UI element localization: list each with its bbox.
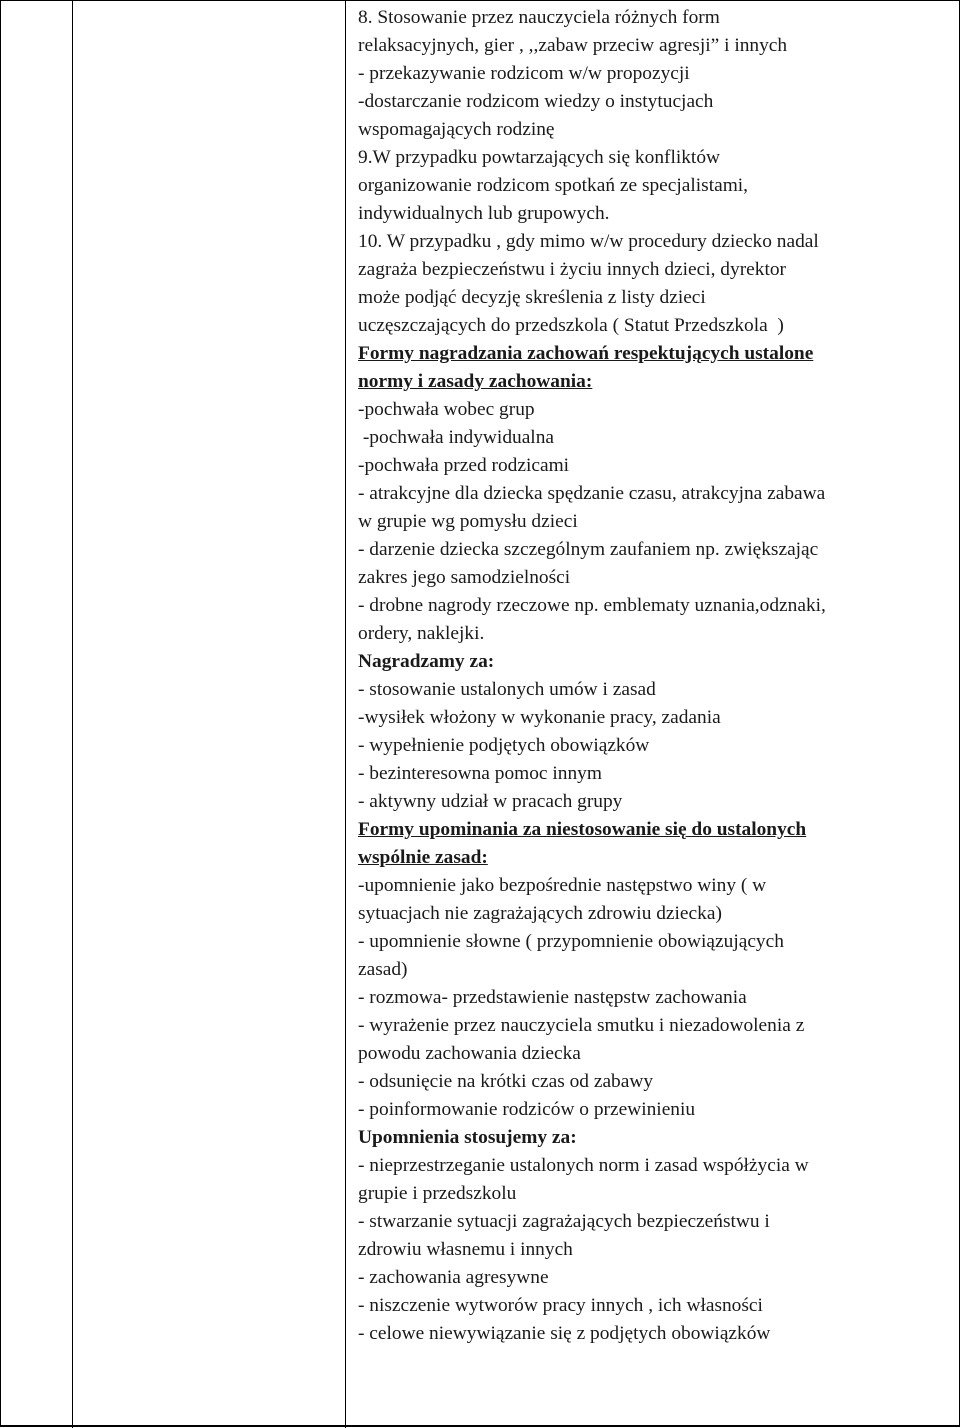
text-line: -upomnienie jako bezpośrednie następstwo winy ( w: [358, 875, 767, 896]
text-line: sytuacjach nie zagrażających zdrowiu dziecka): [358, 903, 722, 924]
table-cell-content: [358, 4, 954, 1348]
text-line: - wypełnienie podjętych obowiązków: [358, 735, 650, 756]
text-line: - darzenie dziecka szczególnym zaufaniem np. zwiększając: [358, 539, 819, 560]
text-line: relaksacyjnych, gier , ,,zabaw przeciw agresji” i innych: [358, 35, 788, 56]
text-line: powodu zachowania dziecka: [358, 1043, 581, 1064]
text-line: - atrakcyjne dla dziecka spędzanie czasu, atrakcyjna zabawa: [358, 483, 826, 504]
section-heading-line: wspólnie zasad:: [358, 847, 488, 868]
section-heading-line: Formy nagradzania zachowań respektujących ustalone: [358, 343, 814, 364]
text-line: - stwarzanie sytuacji zagrażających bezpieczeństwu i: [358, 1211, 770, 1232]
text-line: - zachowania agresywne: [358, 1267, 549, 1288]
column-divider-2: [345, 0, 346, 1428]
text-line: - wyrażenie przez nauczyciela smutku i niezadowolenia z: [358, 1015, 805, 1036]
text-line: organizowanie rodzicom spotkań ze specjalistami,: [358, 175, 749, 196]
text-line: 10. W przypadku , gdy mimo w/w procedury dziecko nadal: [358, 231, 819, 252]
text-line: - przekazywanie rodzicom w/w propozycji: [358, 63, 690, 84]
text-line: - poinformowanie rodziców o przewinieniu: [358, 1099, 696, 1120]
text-line: -wysiłek włożony w wykonanie pracy, zadania: [358, 707, 721, 728]
text-line: -pochwała wobec grup: [358, 399, 535, 420]
text-line: - rozmowa- przedstawienie następstw zachowania: [358, 987, 747, 1008]
text-line: indywidualnych lub grupowych.: [358, 203, 610, 224]
text-line: -pochwała przed rodzicami: [358, 455, 570, 476]
column-divider-1: [72, 0, 73, 1428]
text-line: grupie i przedszkolu: [358, 1183, 517, 1204]
text-line: w grupie wg pomysłu dzieci: [358, 511, 578, 532]
text-line: - celowe niewywiązanie się z podjętych obowiązków: [358, 1323, 771, 1344]
text-line: wspomagających rodzinę: [358, 119, 555, 140]
text-line: ordery, naklejki.: [358, 623, 485, 644]
text-line: - bezinteresowna pomoc innym: [358, 763, 602, 784]
text-line: - nieprzestrzeganie ustalonych norm i zasad współżycia w: [358, 1155, 809, 1176]
text-line: może podjąć decyzję skreślenia z listy dzieci: [358, 287, 706, 308]
text-line: 8. Stosowanie przez nauczyciela różnych form: [358, 7, 720, 28]
text-line: zasad): [358, 959, 408, 980]
text-line: -pochwała indywidualna: [358, 427, 554, 448]
text-line: zagraża bezpieczeństwu i życiu innych dzieci, dyrektor: [358, 259, 786, 280]
section-heading-line: Formy upominania za niestosowanie się do ustalonych: [358, 819, 807, 840]
text-line: zdrowiu własnemu i innych: [358, 1239, 573, 1260]
text-line: - odsunięcie na krótki czas od zabawy: [358, 1071, 654, 1092]
text-line: - upomnienie słowne ( przypomnienie obowiązujących: [358, 931, 784, 952]
text-line: zakres jego samodzielności: [358, 567, 571, 588]
section-heading-line: normy i zasady zachowania:: [358, 371, 593, 392]
text-line: - aktywny udział w pracach grupy: [358, 791, 623, 812]
text-line: uczęszczających do przedszkola ( Statut Przedszkola ): [358, 315, 784, 336]
text-line: - niszczenie wytworów pracy innych , ich własności: [358, 1295, 763, 1316]
text-line: 9.W przypadku powtarzających się konfliktów: [358, 147, 721, 168]
section-heading-line: Upomnienia stosujemy za:: [358, 1127, 577, 1148]
section-heading-line: Nagradzamy za:: [358, 651, 495, 672]
text-line: - drobne nagrody rzeczowe np. emblematy uznania,odznaki,: [358, 595, 826, 616]
text-line: -dostarczanie rodzicom wiedzy o instytucjach: [358, 91, 714, 112]
text-line: - stosowanie ustalonych umów i zasad: [358, 679, 656, 700]
